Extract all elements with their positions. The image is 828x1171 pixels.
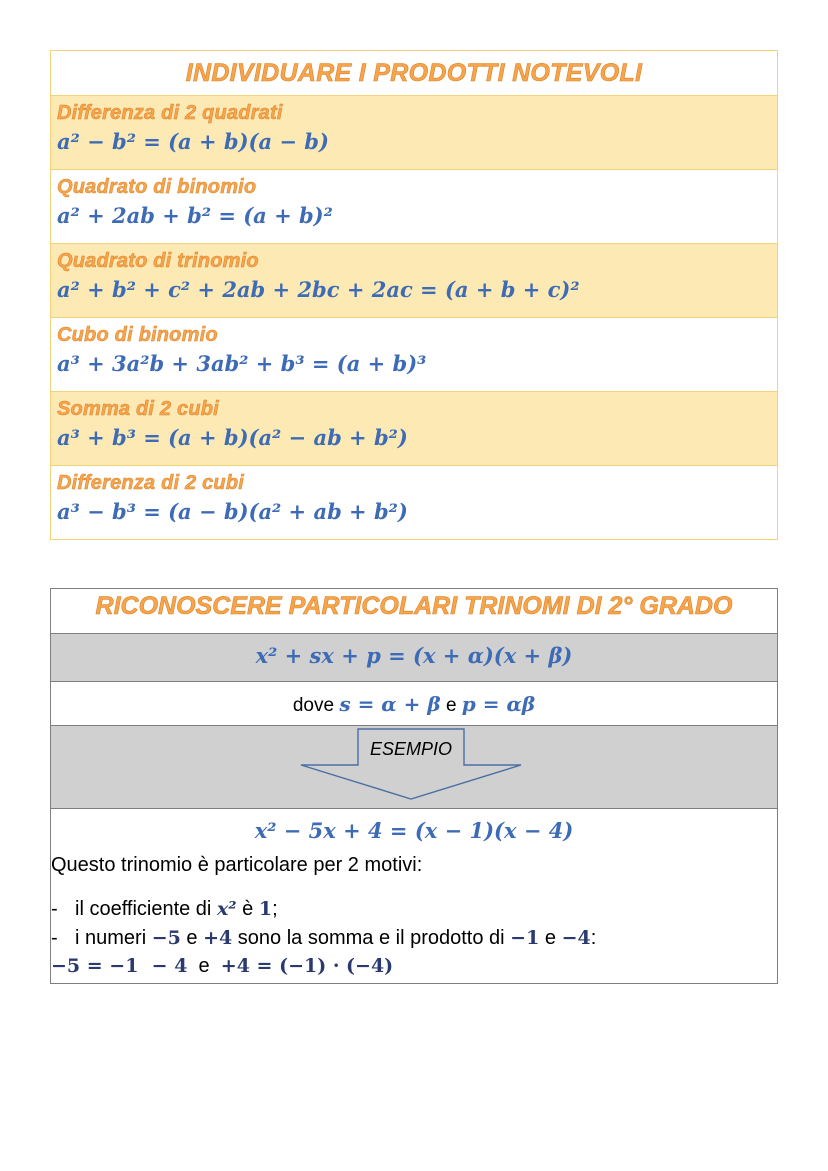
math-value: +4 xyxy=(203,927,233,949)
list-text: : xyxy=(590,927,597,949)
item-label: Somma di 2 cubi xyxy=(57,398,219,420)
note-text: Questo trinomio è particolare per 2 motivi: xyxy=(51,854,423,876)
list-text: sono la somma e il prodotto di xyxy=(237,927,505,949)
item-label: Quadrato di binomio xyxy=(57,176,257,198)
table-row xyxy=(51,392,778,466)
item-formula: a³ + b³ = (a + b)(a² − ab + b²) xyxy=(57,425,408,450)
example-band xyxy=(51,726,777,809)
last-line xyxy=(51,955,777,978)
item-label: Differenza di 2 cubi xyxy=(57,472,245,494)
math-value: −5 = −1 − 4 xyxy=(51,955,188,977)
bullet-dash: - xyxy=(51,927,58,949)
list-text: è xyxy=(242,898,254,920)
math-value: 1 xyxy=(258,898,273,920)
item-label: Differenza di 2 quadrati xyxy=(57,102,283,124)
list-text: e xyxy=(544,927,556,949)
bullet-dash: - xyxy=(51,898,58,920)
general-formula: x² + sx + p = (x + α)(x + β) xyxy=(255,643,573,668)
list-text: il coefficiente di xyxy=(75,898,212,920)
reasons-list xyxy=(51,895,777,953)
math-value: x² xyxy=(216,898,237,920)
where-row xyxy=(51,682,777,726)
math-value: −4 xyxy=(561,927,591,949)
p-definition: p = αβ xyxy=(461,692,536,716)
example-label: ESEMPIO xyxy=(369,739,453,759)
item-label: Cubo di binomio xyxy=(57,324,218,346)
table-row xyxy=(51,318,778,392)
where-conj: e xyxy=(445,695,457,716)
general-formula-row xyxy=(51,634,777,682)
trinomi-box xyxy=(50,588,778,984)
table-row xyxy=(51,96,778,170)
item-formula: a³ + 3a²b + 3ab² + b³ = (a + b)³ xyxy=(57,351,427,376)
list-item xyxy=(51,895,777,924)
item-formula: a³ − b³ = (a − b)(a² + ab + b²) xyxy=(57,499,408,524)
math-value: +4 = (−1) · (−4) xyxy=(220,955,394,977)
item-formula: a² + 2ab + b² = (a + b)² xyxy=(57,203,333,228)
table-row xyxy=(51,466,778,540)
where-prefix: dove xyxy=(292,695,335,716)
item-label: Quadrato di trinomio xyxy=(57,250,259,272)
table-row xyxy=(51,170,778,244)
list-text: i numeri xyxy=(75,927,147,949)
example-formula-row xyxy=(51,811,777,851)
list-text: ; xyxy=(272,898,278,920)
list-text: e xyxy=(186,927,198,949)
list-item xyxy=(51,924,777,953)
section2-title: RICONOSCERE PARTICOLARI TRINOMI DI 2° GRADO xyxy=(51,589,777,634)
prodotti-notevoli-table xyxy=(50,50,778,540)
s-definition: s = α + β xyxy=(339,692,441,716)
example-formula: x² − 5x + 4 = (x − 1)(x − 4) xyxy=(254,818,574,843)
math-value: −1 xyxy=(510,927,540,949)
table-row xyxy=(51,244,778,318)
math-value: −5 xyxy=(151,927,181,949)
math-x2 xyxy=(217,898,237,920)
section1-title: INDIVIDUARE I PRODOTTI NOTEVOLI xyxy=(51,51,778,96)
list-text: e xyxy=(198,955,210,977)
item-formula: a² + b² + c² + 2ab + 2bc + 2ac = (a + b + c)² xyxy=(57,277,580,302)
item-formula: a² − b² = (a + b)(a − b) xyxy=(57,129,329,154)
